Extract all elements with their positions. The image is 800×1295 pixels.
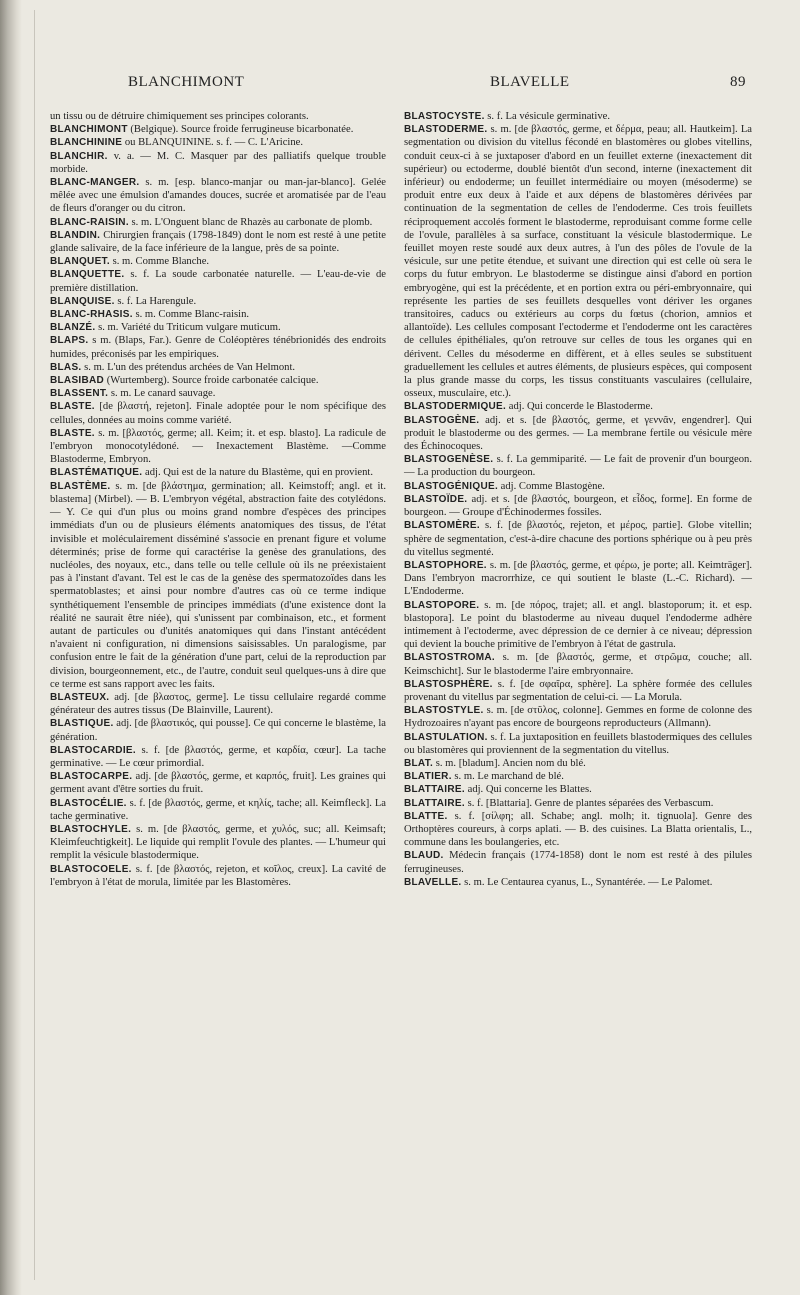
entry-headword: BLASTÉMATIQUE. <box>50 467 143 479</box>
entry-definition: s. m. [de βλάστημα, germination; all. Keimstoff; angl. et it. blastema] (Mirbel). — B. L'embryon végétal, abstraction faite des cotylédons. — Y. Ce qui d'un plus ou moins grand nombre d'espèces des principes immédiats d'un ou de plusieurs éléments anatomiques des tissus, de l'état invisible et moléculairement disséminé s'associe en prenant figure et volume déterminés; prise de forme qui caractérise la genèse des granulations, des nucléoles, des noyaux, etc., dans telle ou telle cellule où ils ne préexistaient pas à l'instant d'avant. Tel est le cas de la genèse des spermatozoïdes dans les spermatoblastes; et ainsi pour nombre d'autres cas où ce terme indique synthétiquement l'ensemble de principes immédiats (d'une existence dont la réalité ne saurait être niée), qui s'unissent par combinaison, etc., et forment autant de particules ou d'unités anatomiques qui dans l'instant antécédent n'avaient ni configuration, ni dimensions saisissables. Un paralogisme, par confusion entre le fait de la génération d'une part, celui de la reproduction par division, bourgeonnement, etc., de l'autre, conduit seul quelques-uns à dire que ce terme est sans rapport avec les faits. <box>50 480 386 690</box>
entry-definition: adj. Comme Blastogène. <box>498 480 605 492</box>
entry-definition: s. m. Le canard sauvage. <box>108 388 216 400</box>
dictionary-entry <box>50 744 386 770</box>
dictionary-entry <box>404 849 752 875</box>
entry-headword: BLASTOPHORE. <box>404 559 487 571</box>
entry-headword: BLANDIN. <box>50 229 101 241</box>
entry-definition: adj. et s. [de βλαστός, germe, et γεννᾶν, engendrer]. Qui produit le blastoderme ou des germes. — La membrane fertile ou vésicule mère des Échinocoques. <box>404 414 752 453</box>
entry-headword: BLASTOCOELE. <box>50 863 132 875</box>
dictionary-entry <box>404 704 752 730</box>
entry-headword: BLANCHIR. <box>50 150 108 162</box>
entry-definition: s. m. [de βλαστός, germe, et στρῶμα, couche; all. Keimschicht]. Sur le blastoderme l'aire embryonnaire. <box>404 652 752 677</box>
entry-headword: BLANC-RAISIN. <box>50 216 129 228</box>
entry-definition: s. f. [de βλαστός, germe, et κηλίς, tache; all. Keimfleck]. La tache germinative. <box>50 797 386 822</box>
entry-headword: BLAT. <box>404 757 434 769</box>
entry-definition: adj. [de βλαστος, germe]. Le tissu cellulaire regardé comme générateur des autres tissus (De Blainville, Laurent). <box>50 691 386 717</box>
entry-headword: BLASTOCARDIE. <box>50 744 136 756</box>
dictionary-entry <box>50 717 386 743</box>
entry-definition: s. m. Comme Blanche. <box>109 256 210 268</box>
entry-definition: s. m. L'un des prétendus archées de Van Helmont. <box>81 361 296 373</box>
dictionary-entry <box>50 110 386 123</box>
entry-headword: BLANZÉ. <box>50 322 96 334</box>
entry-headword: BLATTAIRE. <box>404 784 465 796</box>
entry-definition: un tissu ou de détruire chimiquement ses principes colorants. <box>50 111 309 122</box>
entry-definition: s. f. La Harengule. <box>114 295 197 307</box>
dictionary-entry <box>50 321 386 334</box>
dictionary-entry <box>404 453 752 479</box>
entry-headword: BLANC-RHASIS. <box>50 309 133 321</box>
page-number: 89 <box>730 74 746 90</box>
entry-definition: v. a. — M. C. Masquer par des palliatifs quelque trouble morbide. <box>50 150 386 175</box>
entry-headword: BLASTOPORE. <box>404 599 480 611</box>
dictionary-entry <box>50 229 386 255</box>
dictionary-entry <box>50 480 386 691</box>
dictionary-entry <box>404 678 752 704</box>
entry-definition: s. f. [σίλφη; all. Schabe; angl. molh; it. tignuola]. Genre des Orthoptères coureurs, à corps aplati. — B. des cuisines. La Blatta orientalis, L., commune dans les boulangeries, etc. <box>404 810 752 849</box>
dictionary-entry <box>50 863 386 889</box>
entry-definition: s. f. [de βλαστός, germe, et καρδία, cœur]. La tache germinative. — Le cœur primordial. <box>50 744 386 769</box>
dictionary-entry <box>404 757 752 770</box>
entry-headword: BLAS. <box>50 361 82 373</box>
entry-definition: s m. (Blaps, Far.). Genre de Coléoptères ténébrionidés des endroits humides, préconisés par les empiriques. <box>50 335 386 360</box>
entry-definition: [de βλαστή, rejeton]. Finale adoptée pour le nom spécifique des cellules, données au moins comme variété. <box>50 401 386 426</box>
dictionary-entry <box>404 599 752 652</box>
running-header <box>40 74 792 94</box>
dictionary-entry <box>50 797 386 823</box>
dictionary-entry <box>404 400 752 413</box>
entry-headword: BLASTE. <box>50 427 95 439</box>
entry-definition: (Wurtemberg). Source froide carbonatée calcique. <box>104 375 319 387</box>
entry-definition: s. f. La gemmiparité. — Le fait de provenir d'un bourgeon. — La production du bourgeon. <box>404 454 752 479</box>
dictionary-entry <box>50 691 386 717</box>
entry-headword: BLASTOCÉLIE. <box>50 797 127 809</box>
entry-definition: adj. [de βλαστικός, qui pousse]. Ce qui concerne le blastème, la génération. <box>50 718 386 743</box>
entry-headword: BLASTOCHYLE. <box>50 823 132 835</box>
entry-definition: adj. et s. [de βλαστός, bourgeon, et εἶδος, forme]. En forme de bourgeon. — Groupe d'Échinodermes fossiles. <box>404 493 752 519</box>
entry-headword: BLASTEUX. <box>50 691 110 703</box>
entry-definition: s. m. [βλαστός, germe; all. Keim; it. et esp. blasto]. La radicule de l'embryon monocotylédoné. — Inexactement Blastème. —Comme Blastoderme, Embryon. <box>50 427 386 466</box>
entry-definition: s. f. La juxtaposition en feuillets blastodermiques des cellules ou blastomères qui proviennent de la segmentation du vitellus. <box>404 731 752 756</box>
dictionary-entry <box>404 810 752 850</box>
entry-headword: BLASSENT. <box>50 388 109 400</box>
header-left-word: BLANCHIMONT <box>128 74 245 90</box>
dictionary-entry <box>50 374 386 387</box>
entry-definition: s. m. [de βλαστός, germe, et δέρμα, peau; all. Hautkeim]. La segmentation ou division du vitellus fécondé en blastomères ou globes vitellins, conduit ceux-ci à se juxtaposer d'abord en un feuillet externe (inexactement dit supérieur) ou ectoderme, doublé bientôt d'un second, interne (inexactement dit inférieur) ou endoderme; un feuillet intermédiaire ou moyen (mésoderme) se produit entre eux deux à l'aide et aux dépens de blastomères dérivées par continuation de la segmentation de celles de l'endoderme. Ces trois feuillets réciproquement accolés forment le blastoderme, reproduisant comme forme celle de l'ovule, parallèles à sa surface, constituant la vésicule blastodermique. Le feuillet moyen reste soudé aux deux autres, à l'un des pôles de l'ovule de la vésicule, sur une petite étendue, et suivant une direction qui est celle où sera le corps du futur embryon. Le blastoderme se distingue ainsi d'abord en portion embryogène, qui est la précédente, et en portion extra ou péri-embryonnaire, qui représente les parties de ses feuillets desquelles vont dériver les organes transitoires, caducs ou extérieurs au corps du fœtus (chorion, amnios et allantoïde). Les cellules composant l'ectoderme et l'endoderme ont les caractères de cellules épithéliales, qu'on retrouve sur celles de tous les organes qui en dérivent. Celles du mésoderme en diffèrent, et à elles seules se substituent graduellement les cellules et autres éléments, de plusieurs espèces, qui composent la plus grande masse du corps, les tissus constituants vasculaires (cellulaire, osseux, musculaire, etc.). <box>404 124 752 400</box>
entry-headword: BLASTOÏDE. <box>404 493 468 505</box>
entry-definition: s. m. Comme Blanc-raisin. <box>132 309 250 321</box>
dictionary-entry <box>404 519 752 559</box>
left-column <box>50 110 386 889</box>
entry-headword: BLASTOCYSTE. <box>404 111 485 122</box>
entry-headword: BLASTOSTYLE. <box>404 705 484 717</box>
dictionary-entry <box>50 400 386 426</box>
entry-headword: BLANQUET. <box>50 256 110 268</box>
entry-headword: BLAVELLE. <box>404 876 462 888</box>
dictionary-entry <box>404 480 752 493</box>
entry-definition: s. f. [de βλαστός, rejeton, et κοῖλος, creux]. La cavité de l'embryon à l'état de morula, limitée par les Blastomères. <box>50 863 386 888</box>
entry-definition: adj. Qui concerde le Blastoderme. <box>506 401 653 413</box>
dictionary-entry <box>50 268 386 294</box>
dictionary-entry <box>50 361 386 374</box>
dictionary-entry <box>404 770 752 783</box>
entry-definition: s. f. [de βλαστός, rejeton, et μέρος, partie]. Globe vitellin; sphère de segmentation, c'est-à-dire chacune des portions sphérique ou à peu près du vitellus segmenté. <box>404 520 752 558</box>
entry-definition: s. f. La soude carbonatée naturelle. — L'eau-de-vie de première distillation. <box>50 269 386 294</box>
entry-headword: BLASTOCARPE. <box>50 771 133 783</box>
dictionary-entry <box>404 414 752 454</box>
entry-definition: s. m. [de πόρος, trajet; all. et angl. blastoporum; it. et esp. blastopora]. Le point du blastoderme au niveau duquel l'endoderme adhère intimement à l'ectoderme, avec dépression de ce dernier à ce niveau; dépression qui devient la bouche primitive de l'embryon à l'état de gastrula. <box>404 599 752 651</box>
entry-headword: BLASTODERME. <box>404 124 488 136</box>
entry-definition: s. m. Variété du Triticum vulgare muticum. <box>95 322 281 334</box>
dictionary-entry <box>50 216 386 229</box>
entry-definition: s. m. [de στῦλος, colonne]. Gemmes en forme de colonne des Hydrozoaires n'ayant pas encore de bourgeons reproducteurs (Allmann). <box>404 705 752 730</box>
entry-definition: adj. Qui est de la nature du Blastème, qui en provient. <box>142 467 374 479</box>
entry-headword: BLASTOGÉNIQUE. <box>404 480 499 492</box>
dictionary-entry <box>50 255 386 268</box>
dictionary-entry <box>404 731 752 757</box>
dictionary-entry <box>404 110 752 123</box>
entry-headword: BLASIBAD <box>50 375 105 387</box>
entry-headword: BLASTOMÈRE. <box>404 520 480 532</box>
entry-headword: BLANCHININE <box>50 137 123 149</box>
entry-headword: BLATTAIRE. <box>404 797 465 809</box>
dictionary-entry <box>50 123 386 136</box>
entry-headword: BLANCHIMONT <box>50 124 128 136</box>
entry-headword: BLATTE. <box>404 810 448 822</box>
entry-definition: Médecin français (1774-1858) dont le nom est resté à des pilules ferrugineuses. <box>404 850 752 875</box>
dictionary-entry <box>50 823 386 863</box>
entry-definition: Chirurgien français (1798-1849) dont le nom est resté à une petite glande salivaire, de la face inférieure de la langue, près de sa pointe. <box>50 229 386 255</box>
dictionary-entry <box>50 295 386 308</box>
entry-definition: s. f. La vésicule germinative. <box>484 111 610 122</box>
entry-headword: BLASTULATION. <box>404 731 488 743</box>
entry-headword: BLANQUISE. <box>50 295 115 307</box>
page-fold-line <box>34 10 35 1280</box>
entry-headword: BLATIER. <box>404 771 452 783</box>
entry-definition: s. m. [de βλαστός, germe, et χυλός, suc; all. Keimsaft; Kleimfeuchtigkeit]. Le liquide qui remplit l'ovule des plantes. — L'humeur qui remplit la vésicule blastodermique. <box>50 823 386 862</box>
dictionary-entry <box>50 387 386 400</box>
entry-headword: BLASTOSPHÈRE. <box>404 678 493 690</box>
header-right-word: BLAVELLE <box>490 74 570 90</box>
entry-headword: BLASTOGENÈSE. <box>404 454 494 466</box>
entry-definition: s. m. L'Onguent blanc de Rhazès au carbonate de plomb. <box>128 216 373 228</box>
entry-headword: BLASTOSTROMA. <box>404 652 495 664</box>
entry-headword: BLAPS. <box>50 335 89 347</box>
entry-headword: BLASTE. <box>50 401 95 413</box>
dictionary-entry <box>404 123 752 400</box>
dictionary-entry <box>50 308 386 321</box>
dictionary-entry <box>50 136 386 149</box>
dictionary-entry <box>404 493 752 519</box>
entry-definition: adj. Qui concerne les Blattes. <box>464 784 592 796</box>
dictionary-entry <box>50 466 386 479</box>
entry-definition: s. m. [bladum]. Ancien nom du blé. <box>433 757 586 769</box>
entry-definition: s. m. [de βλαστός, germe, et φέρω, je porte; all. Keimträger]. Dans l'embryon macrorrhize, ce qui soutient le blaste (L.-C. Richard). — L'Endoderme. <box>404 559 752 598</box>
dictionary-entry <box>50 770 386 796</box>
entry-headword: BLASTÈME. <box>50 480 111 492</box>
entry-headword: BLAUD. <box>404 850 444 862</box>
dictionary-entry <box>404 876 752 889</box>
dictionary-entry <box>50 427 386 467</box>
dictionary-entry <box>50 176 386 216</box>
entry-definition: s. m. Le Centaurea cyanus, L., Synantérée. — Le Palomet. <box>461 876 713 888</box>
dictionary-entry <box>50 334 386 360</box>
entry-definition: s. f. [de σφαῖρα, sphère]. La sphère formée des cellules provenant du vitellus par segmentation de celui-ci. — La Morula. <box>404 678 752 703</box>
entry-headword: BLANC-MANGER. <box>50 177 140 189</box>
entry-definition: s. f. [Blattaria]. Genre de plantes séparées des Verbascum. <box>464 797 714 809</box>
entry-definition: s. m. [esp. blanco-manjar ou man-jar-blanco]. Gelée mêlée avec une émulsion d'amandes douces, sucrée et aromatisée par de l'eau de fleurs d'oranger ou du citron. <box>50 177 386 215</box>
entry-definition: (Belgique). Source froide ferrugineuse bicarbonatée. <box>127 124 354 136</box>
right-column <box>404 110 752 889</box>
entry-definition: ou BLANQUININE. s. f. — C. L'Aricine. <box>122 137 303 149</box>
dictionary-entry <box>404 797 752 810</box>
entry-definition: s. m. Le marchand de blé. <box>451 771 564 783</box>
dictionary-entry <box>50 150 386 176</box>
page-binding-edge <box>0 0 22 1295</box>
entry-definition: adj. [de βλαστός, germe, et καρπός, fruit]. Les graines qui germent avant d'être sorties du fruit. <box>50 771 386 796</box>
dictionary-entry <box>404 651 752 677</box>
dictionary-entry <box>404 559 752 599</box>
entry-headword: BLANQUETTE. <box>50 269 125 281</box>
entry-headword: BLASTODERMIQUE. <box>404 401 507 413</box>
entry-headword: BLASTOGÈNE. <box>404 414 480 426</box>
dictionary-entry <box>404 783 752 796</box>
entry-headword: BLASTIQUE. <box>50 718 114 730</box>
